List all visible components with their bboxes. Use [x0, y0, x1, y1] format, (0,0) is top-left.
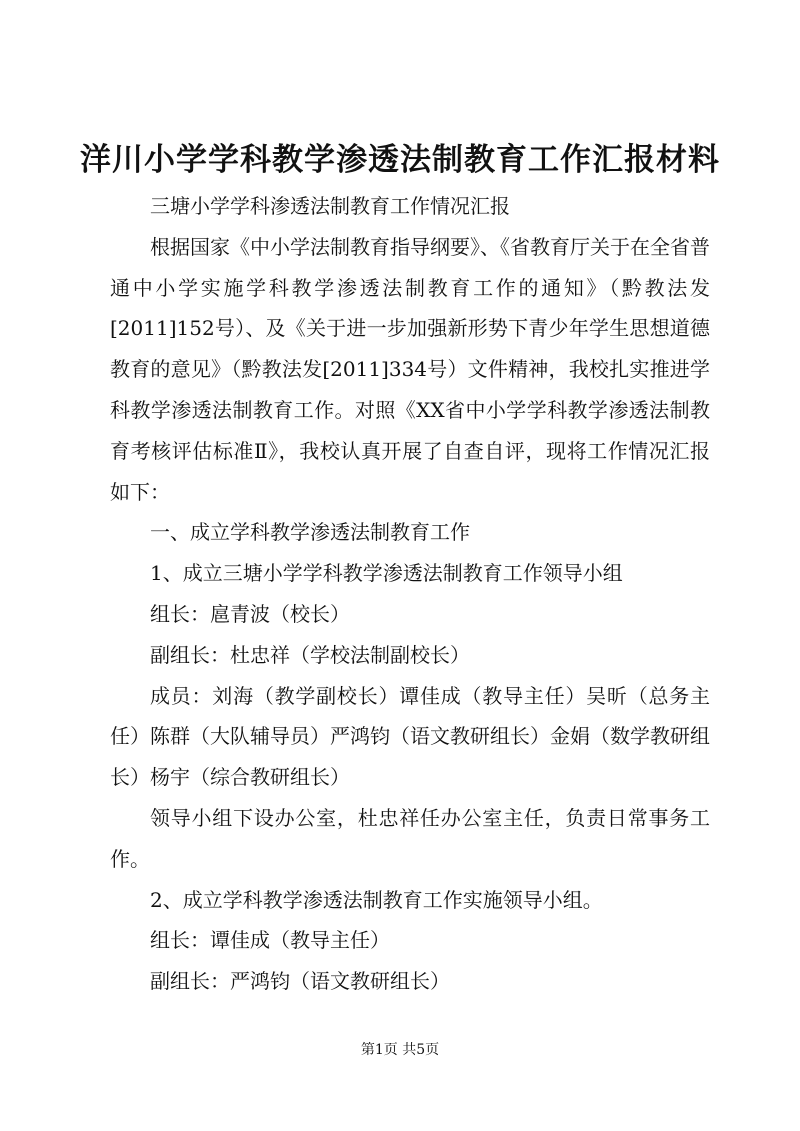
paragraph-subsection-2: 2、成立学科教学渗透法制教育工作实施领导小组。: [150, 887, 603, 912]
paragraph-leader: 组长：扈青波（校长）: [150, 601, 350, 626]
page-number: 第1页 共5页: [360, 1042, 440, 1058]
paragraph-section-heading: 一、成立学科教学渗透法制教育工作: [150, 520, 470, 545]
paragraph-subtitle: 三塘小学学科渗透法制教育工作情况汇报: [150, 194, 510, 218]
document-title: 洋川小学学科教学渗透法制教育工作汇报材料: [80, 142, 720, 178]
paragraph-office: 领导小组下设办公室，杜忠祥任办公室主任，负责日常事务工作。: [110, 805, 710, 871]
paragraph-subsection-1: 1、成立三塘小学学科教学渗透法制教育工作领导小组: [150, 561, 623, 586]
paragraph-intro: 根据国家《中小学法制教育指导纲要》、《省教育厅关于在全省普通中小学实施学科教学渗透法制教育工作的通知》（黔教法发[2011]152号）、及《关于进一步加强新形势下青少年学生思想道德教育的意见》（黔教法发[2011]334号）文件精神，我校扎实推进学科教学渗透法制教育工作。对照《XX省中小学学科教学渗透法制教育考核评估标准Ⅱ》，我校认真开展了自查自评，现将工作情况汇报如下：: [110, 234, 710, 504]
paragraph-leader-2: 组长：谭佳成（教导主任）: [150, 928, 390, 953]
paragraph-deputy-leader: 副组长：杜忠祥（学校法制副校长）: [150, 642, 470, 667]
document-body: [110, 186, 710, 1002]
paragraph-deputy-leader-2: 副组长：严鸿钧（语文教研组长）: [150, 969, 450, 994]
paragraph-members: 成员：刘海（教学副校长）谭佳成（教导主任）吴昕（总务主任）陈群（大队辅导员）严鸿钧（语文教研组长）金娟（数学教研组长）杨宇（综合教研组长）: [110, 683, 710, 790]
